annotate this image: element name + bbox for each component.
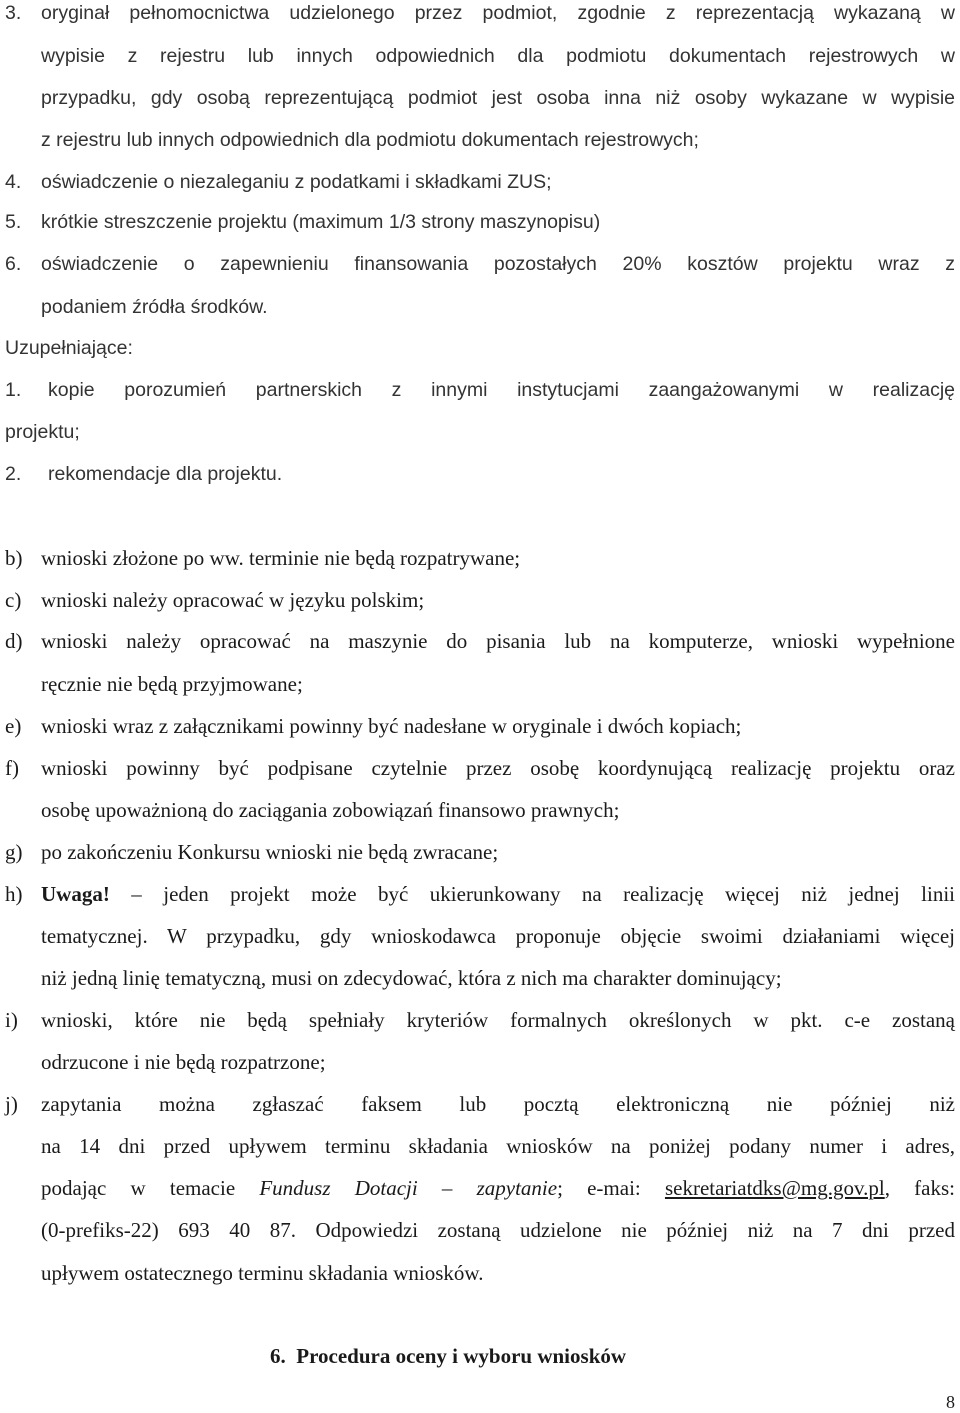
list-item-number: 5. [5, 211, 22, 233]
list-item-number: 3. [5, 2, 22, 24]
rule-text-part: podając w temacie [41, 1176, 260, 1200]
rule-letter: c) [5, 588, 22, 612]
section-title: Procedura oceny i wyboru wniosków [296, 1344, 627, 1368]
list-item-number: 6. [5, 253, 22, 275]
list-item-number: 4. [5, 171, 22, 193]
rule-text [41, 1178, 955, 1199]
email-link[interactable]: sekretariatdks@mg.gov.pl [664, 1176, 885, 1200]
rule-letter: b) [5, 546, 23, 570]
warning-label: Uwaga! [41, 882, 110, 906]
rule-letter: j) [5, 1092, 18, 1116]
rule-text [41, 884, 955, 905]
rule-text: ręcznie nie będą przyjmowane; [41, 672, 303, 696]
list-item-text: oświadczenie o zapewnieniu finansowania pozostałych 20% kosztów projektu wraz z [41, 253, 955, 275]
rule-text: niż jedną linię tematyczną, musi on zdecydować, która z nich ma charakter dominujący; [41, 966, 782, 990]
rule-text-part: , faks: [884, 1176, 955, 1200]
section-subheading: Uzupełniające: [5, 337, 133, 359]
list-item-text: podaniem źródła środków. [41, 296, 268, 318]
list-item-text: kopie porozumień partnerskich z innymi instytucjami zaangażowanymi w realizację [48, 379, 955, 401]
rule-text: upływem ostatecznego terminu składania wniosków. [41, 1261, 484, 1285]
rule-text-rest: – jeden projekt może być ukierunkowany na realizację więcej niż jednej linii [109, 882, 955, 906]
rule-text: na 14 dni przed upływem terminu składania wniosków na poniżej podany numer i adres, [41, 1134, 955, 1158]
list-item-text: przypadku, gdy osobą reprezentującą podmiot jest osoba inna niż osoby wykazane w wypisie [41, 87, 955, 109]
rule-text: tematycznej. W przypadku, gdy wnioskodawca proponuje objęcie swoimi działaniami więcej [41, 924, 955, 948]
list-item-text: rekomendacje dla projektu. [48, 463, 283, 485]
rule-letter: e) [5, 714, 22, 738]
list-item-text: oryginał pełnomocnictwa udzielonego przez podmiot, zgodnie z reprezentacją wykazaną w [41, 2, 955, 24]
rule-text: osobę upoważnioną do zaciągania zobowiązań finansowo prawnych; [41, 798, 620, 822]
section-heading [270, 1346, 626, 1367]
rule-letter: i) [5, 1008, 18, 1032]
rule-text: wnioski złożone po ww. terminie nie będą rozpatrywane; [41, 546, 521, 570]
list-item-text: projektu; [5, 421, 80, 443]
rule-text: odrzucone i nie będą rozpatrzone; [41, 1050, 326, 1074]
subject-italic: Fundusz Dotacji – zapytanie [259, 1176, 558, 1200]
rule-text-part: ; e-mai: [557, 1176, 665, 1200]
rule-text: wnioski wraz z załącznikami powinny być nadesłane w oryginale i dwóch kopiach; [41, 714, 742, 738]
rule-text: (0-prefiks-22) 693 40 87. Odpowiedzi zostaną udzielone nie później niż na 7 dni przed [41, 1218, 955, 1242]
rule-letter: h) [5, 882, 23, 906]
page-number: 8 [946, 1392, 955, 1412]
list-item-text: wypisie z rejestru lub innych odpowiednich dla podmiotu dokumentach rejestrowych w [41, 45, 955, 67]
list-item-text: krótkie streszczenie projektu (maximum 1/3 strony maszynopisu) [41, 211, 601, 233]
rule-text: po zakończeniu Konkursu wnioski nie będą zwracane; [41, 840, 499, 864]
rule-letter: d) [5, 629, 23, 653]
list-item-text: z rejestru lub innych odpowiednich dla podmiotu dokumentach rejestrowych; [41, 129, 699, 151]
rule-text: wnioski należy opracować w języku polskim; [41, 588, 425, 612]
list-item-text: oświadczenie o niezaleganiu z podatkami i składkami ZUS; [41, 171, 552, 193]
list-item-number: 1. [5, 379, 22, 401]
rule-text: zapytania można zgłaszać faksem lub pocztą elektroniczną nie później niż [41, 1092, 955, 1116]
rule-letter: g) [5, 840, 23, 864]
rule-text: wnioski należy opracować na maszynie do pisania lub na komputerze, wnioski wypełnione [41, 629, 955, 653]
section-number: 6. [270, 1344, 286, 1368]
rule-letter: f) [5, 756, 19, 780]
rule-text: wnioski, które nie będą spełniały kryteriów formalnych określonych w pkt. c-e zostaną [41, 1008, 955, 1032]
list-item-number: 2. [5, 463, 22, 485]
rule-text: wnioski powinny być podpisane czytelnie przez osobę koordynującą realizację projektu oraz [41, 756, 955, 780]
